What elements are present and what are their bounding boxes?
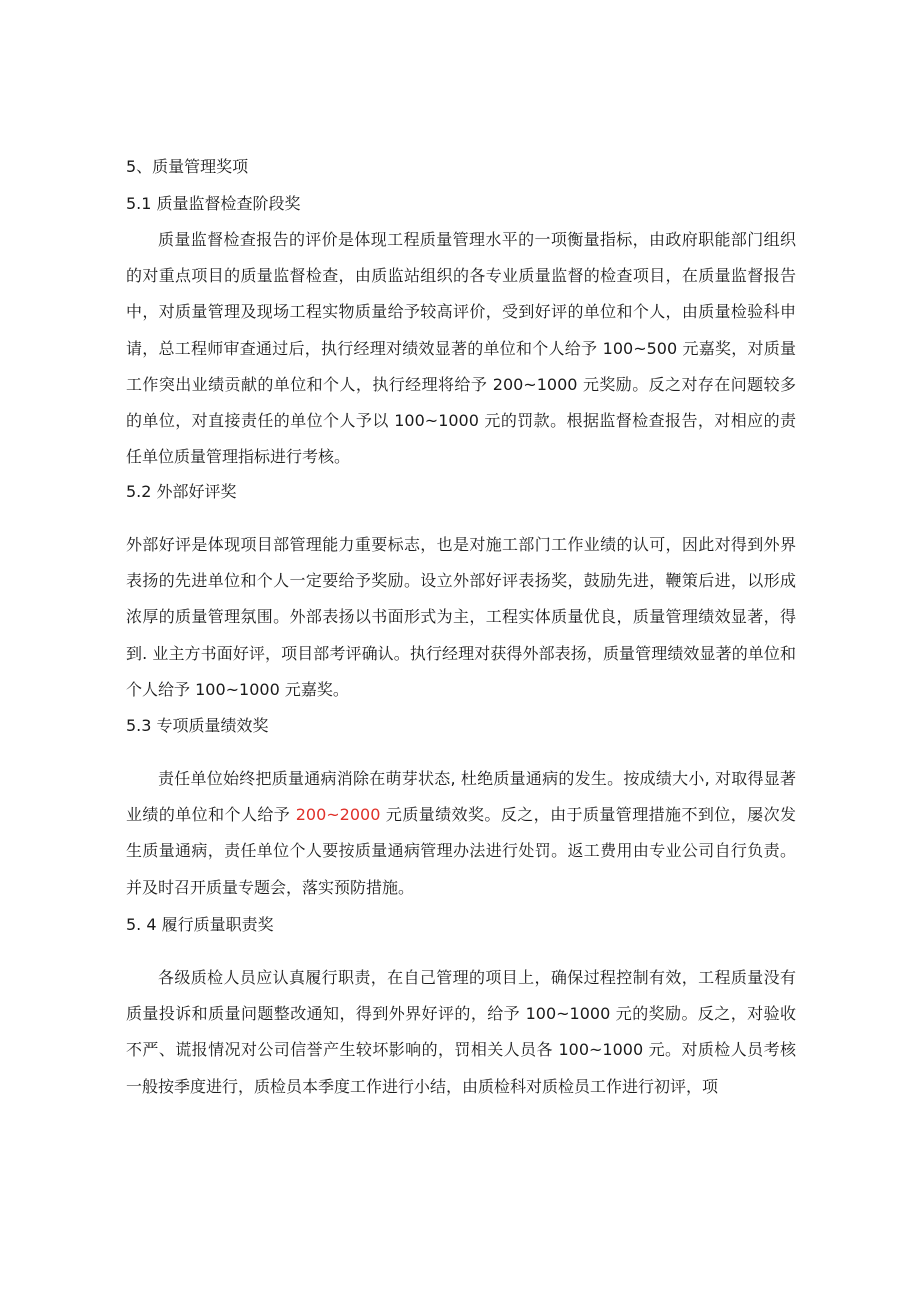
body-paragraph: 质量监督检查报告的评价是体现工程质量管理水平的一项衡量指标，由政府职能部门组织的对重点项目的质量监督检查，由质监站组织的各专业质量监督的检查项目，在质量监督报告中，对质量管理及现场工程实物质量给予较高评价，受到好评的单位和个人，由质量检验科申请，总工程师审查通过后，执行经理对绩效显著的单位和个人给予 100~500 元嘉奖，对质量工作突出业绩贡献的单位和个人，执行经理将给予 200~1000 元奖励。反之对存在问题较多的单位，对直接责任的单位个人予以 100~1000 元的罚款。根据监督检查报告，对相应的责任单位质量管理指标进行考核。 xyxy=(126,230,796,467)
subsection-heading: 5.3 专项质量绩效奖 xyxy=(126,716,269,735)
section-heading: 5、质量管理奖项 xyxy=(126,157,249,176)
highlighted-amount: 200~2000 xyxy=(295,805,381,825)
body-paragraph: 外部好评是体现项目部管理能力重要标志，也是对施工部门工作业绩的认可，因此对得到外界表扬的先进单位和个人一定要给予奖励。设立外部好评表扬奖，鼓励先进，鞭策后进，以形成浓厚的质量管理氛围。外部表扬以书面形式为主，工程实体质量优良，质量管理绩效显著，得到. 业主方书面好评，项目部考评确认。执行经理对获得外部表扬，质量管理绩效显著的单位和个人给予 100~1000 元嘉奖。 xyxy=(126,535,796,699)
body-paragraph: 各级质检人员应认真履行职责，在自己管理的项目上，确保过程控制有效，工程质量没有质量投诉和质量问题整改通知，得到外界好评的，给予 100~1000 元的奖励。反之，对验收不严、谎报情况对公司信誉产生较坏影响的，罚相关人员各 100~1000 元。对质检人员考核一般按季度进行，质检员本季度工作进行小结，由质检科对质检员工作进行初评，项 xyxy=(126,968,796,1096)
subsection-heading: 5.2 外部好评奖 xyxy=(126,482,237,501)
subsection-heading: 5. 4 履行质量职责奖 xyxy=(126,915,274,934)
subsection-heading: 5.1 质量监督检查阶段奖 xyxy=(126,194,301,213)
body-text: 责任单位始终把质量通病消除在萌芽状态, 杜绝质量通病的发生。按成绩大小, 对取得显著业绩的单位和个人给予 xyxy=(126,769,796,825)
body-paragraph xyxy=(126,761,796,906)
body-text: 元质量绩效奖。反之，由于质量管理措施不到位，屡次发生质量通病，责任单位个人要按质量通病管理办法进行处罚。返工费用由专业公司自行负责。并及时召开质量专题会，落实预防措施。 xyxy=(126,805,796,897)
